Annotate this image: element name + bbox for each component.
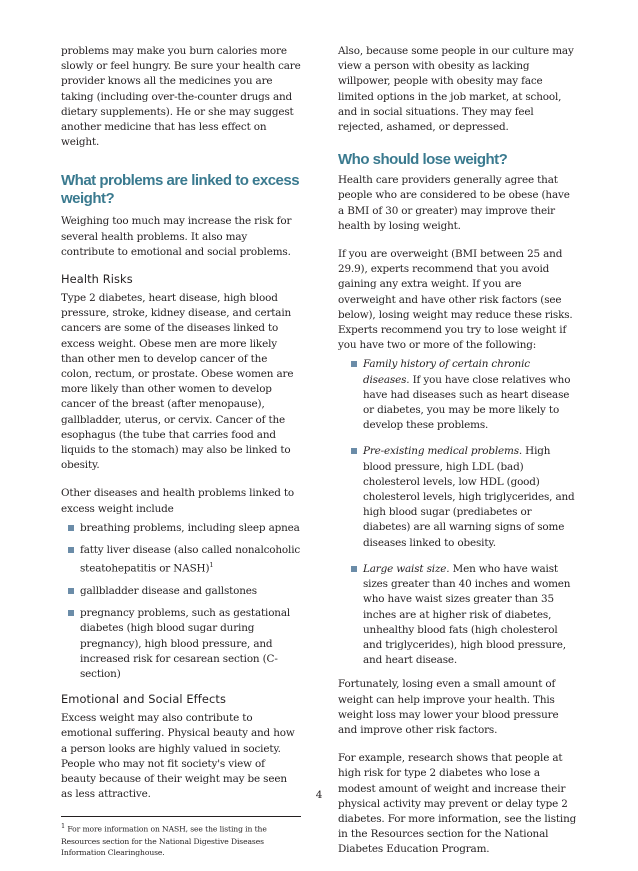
section-heading-excess-weight: What problems are linked to excess weight? [61, 172, 300, 208]
health-risks-list [61, 521, 301, 682]
who-should-lose-paragraph-2: If you are overweight (BMI between 25 and 29.9), experts recommend that you avoid gaining any extra weight. If you are overweight and have other risk factors (see below), losing weight may reduce these risks. Experts recommend you try to lose weight if you have two or more of the following: [338, 248, 573, 352]
left-column [61, 44, 301, 859]
subheading-emotional-social: Emotional and Social Effects [61, 692, 226, 707]
list-item: Large waist size. Men who have waist sizes greater than 40 inches and women who have waist sizes greater than 35 inches are at higher risk of diabetes, unhealthy blood fats (high cholesterol and triglycerides), high blood pressure, and heart disease. [344, 562, 578, 668]
square-bullet-icon [351, 361, 357, 367]
footnote-marker: 1 [209, 561, 214, 570]
health-risks-paragraph: Type 2 diabetes, heart disease, high blood pressure, stroke, kidney disease, and certain cancers are some of the diseases linked to excess weight. Obese men are more likely than other men to develop cancer of the colon, rectum, or prostate. Obese women are more likely than other women to develop cancer of the breast (after menopause), gallbladder, uterus, or cervix. Cancer of the esophagus (the tube that carries food and liquids to the stomach) may also be linked to obesity. [61, 292, 294, 472]
square-bullet-icon [351, 448, 357, 454]
risk-factors-list [344, 357, 578, 668]
list-item: Family history of certain chronic diseases. If you have close relatives who have had diseases such as heart disease or diabetes, you may be more likely to develop these problems. [344, 357, 578, 433]
list-item: fatty liver disease (also called nonalcoholic steatohepatitis or NASH)$^1$ [61, 543, 301, 577]
excess-weight-intro: Weighing too much may increase the risk for several health problems. It also may contribute to emotional and social problems. [61, 215, 292, 258]
square-bullet-icon [68, 610, 74, 616]
footnote: $^1$ For more information on NASH, see the listing in the Resources section for the National Digestive Diseases Information Clearinghouse. [61, 822, 267, 858]
square-bullet-icon [68, 588, 74, 594]
emotional-paragraph: Excess weight may also contribute to emotional suffering. Physical beauty and how a person looks are highly valued in society. People who may not fit society's view of beauty because of their weight may be seen as less attractive. [61, 712, 295, 801]
list-item: breathing problems, including sleep apnea [61, 521, 301, 536]
subheading-health-risks: Health Risks [61, 272, 133, 287]
page-number: 4 [315, 789, 323, 801]
who-should-lose-paragraph-3: Fortunately, losing even a small amount of weight can help improve your health. This weight loss may lower your blood pressure and improve other risk factors. [338, 678, 559, 736]
right-column [338, 44, 578, 871]
square-bullet-icon [68, 525, 74, 531]
footnote-number: 1 [61, 822, 66, 831]
health-risks-list-intro: Other diseases and health problems linked to excess weight include [61, 487, 294, 515]
square-bullet-icon [351, 566, 357, 572]
right-intro-paragraph: Also, because some people in our culture may view a person with obesity as lacking willpower, people with obesity may face limited options in the job market, at school, and in social situations. They may feel rejected, ashamed, or depressed. [338, 45, 574, 134]
who-should-lose-paragraph-4: For example, research shows that people at high risk for type 2 diabetes who lose a modest amount of weight and increase their physical activity may prevent or delay type 2 diabetes. For more information, see the listing in the Resources section for the National Diabetes Education Program. [338, 752, 577, 856]
list-item: Pre-existing medical problems. High blood pressure, high LDL (bad) cholesterol levels, low HDL (good) cholesterol levels, high triglycerides, and high blood sugar (prediabetes or diabetes) are all warning signs of some diseases linked to obesity. [344, 444, 578, 550]
section-heading-who-should-lose: Who should lose weight? [338, 151, 508, 169]
who-should-lose-paragraph-1: Health care providers generally agree that people who are considered to be obese (have a BMI of 30 or greater) may improve their health by losing weight. [338, 174, 570, 232]
square-bullet-icon [68, 547, 74, 553]
list-item: gallbladder disease and gallstones [61, 584, 301, 599]
footnote-divider [61, 816, 301, 817]
list-item: pregnancy problems, such as gestational diabetes (high blood sugar during pregnancy), high blood pressure, and increased risk for cesarean section (C-section) [61, 606, 301, 682]
left-intro-paragraph: problems may make you burn calories more slowly or feel hungry. Be sure your health care provider knows all the medicines you are taking (including over-the-counter drugs and dietary supplements). He or she may suggest another medicine that has less effect on weight. [61, 45, 301, 149]
